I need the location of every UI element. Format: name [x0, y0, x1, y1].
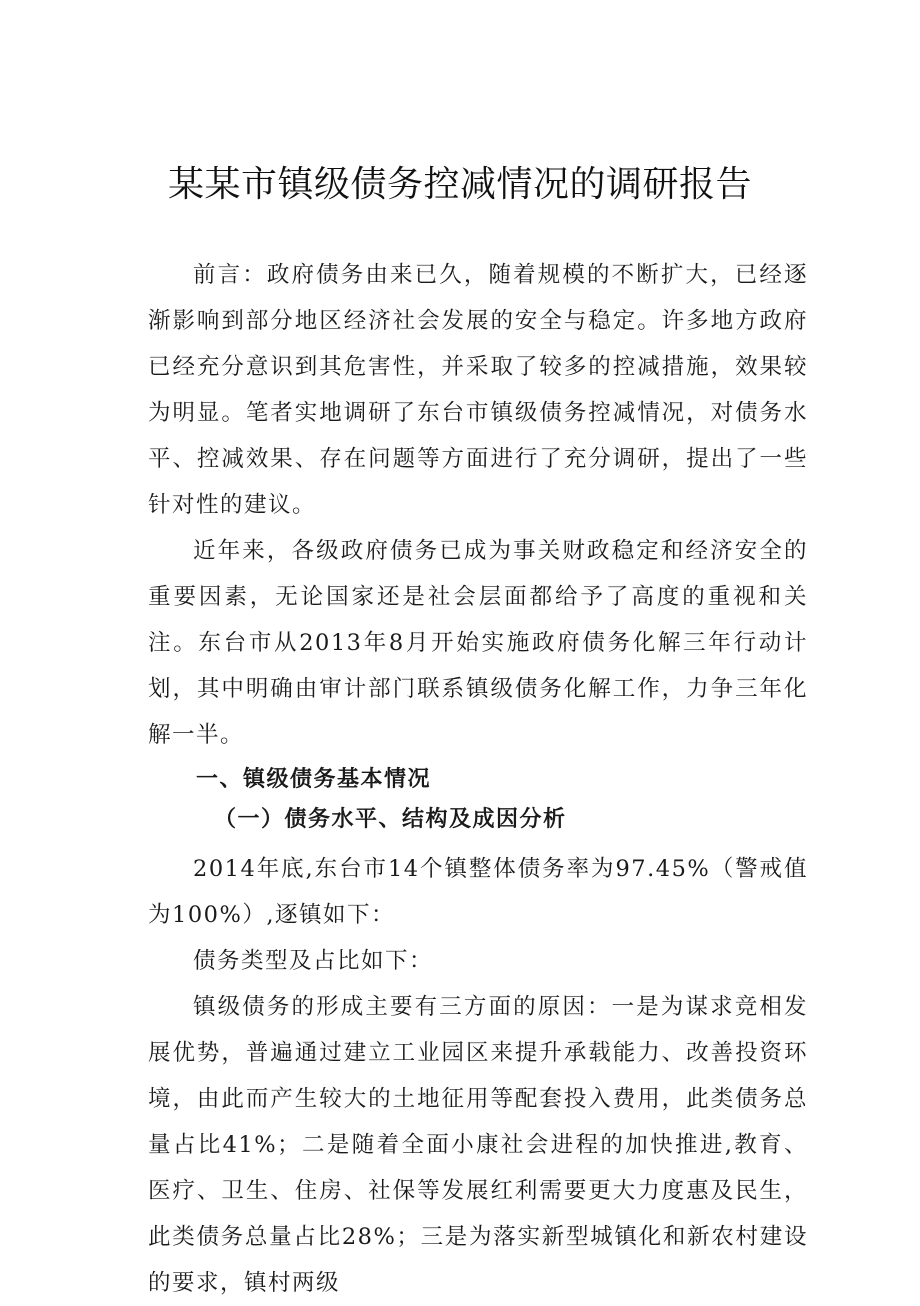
document-title: 某某市镇级债务控减情况的调研报告 — [167, 164, 752, 205]
paragraph-debt-ratio: 2014年底,东台市14个镇整体债务率为97.45%（警戒值为100%）,逐镇如下： — [148, 856, 808, 928]
section-heading: 一、镇级债务基本情况 — [196, 767, 432, 792]
document-body — [148, 252, 808, 1306]
paragraph-debt-causes: 镇级债务的形成主要有三方面的原因：一是为谋求竞相发展优势，普遍通过建立工业园区来提升承载能力、改善投资环境，由此而产生较大的土地征用等配套投入费用，此类债务总量占比41%；二是随着全面小康社会进程的加快推进,教育、医疗、卫生、住房、社保等发展红利需要更大力度惠及民生，此类债务总量占比28%；三是为落实新型城镇化和新农村建设的要求，镇村两级 — [148, 994, 808, 1296]
subsection-heading: （一）债务水平、结构及成因分析 — [214, 807, 567, 832]
paragraph-debt-types: 债务类型及占比如下： — [193, 948, 434, 974]
paragraph-background: 近年来，各级政府债务已成为事关财政稳定和经济安全的重要因素，无论国家还是社会层面都给予了高度的重视和关注。东台市从2013年8月开始实施政府债务化解三年行动计划，其中明确由审计部门联系镇级债务化解工作，力争三年化解一半。 — [148, 538, 808, 748]
paragraph-preface: 前言：政府债务由来已久，随着规模的不断扩大，已经逐渐影响到部分地区经济社会发展的安全与稳定。许多地方政府已经充分意识到其危害性，并采取了较多的控减措施，效果较为明显。笔者实地调研了东台市镇级债务控减情况，对债务水平、控减效果、存在问题等方面进行了充分调研，提出了一些针对性的建议。 — [148, 262, 808, 518]
